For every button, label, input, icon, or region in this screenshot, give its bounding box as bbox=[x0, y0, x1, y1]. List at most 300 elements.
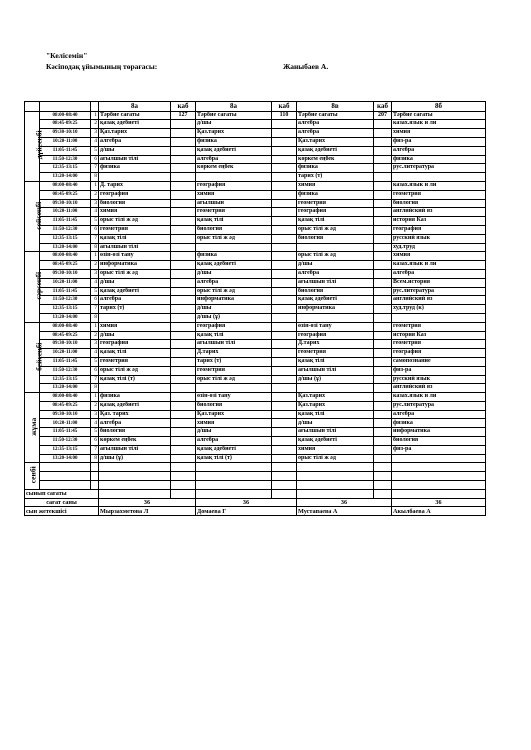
cabinet-cell bbox=[374, 234, 392, 243]
subject-cell: геометрия bbox=[196, 208, 272, 217]
subject-cell: Д. тарих bbox=[99, 181, 171, 190]
hour-count-value: 36 bbox=[392, 498, 486, 507]
subject-cell: биология bbox=[196, 401, 272, 410]
lesson-number: 1 bbox=[91, 322, 99, 331]
cabinet-cell bbox=[171, 243, 196, 252]
cabinet-cell bbox=[171, 375, 196, 384]
subject-cell: Всем.история bbox=[392, 278, 486, 287]
lesson-time: 08:45-09:25 bbox=[40, 331, 91, 340]
subject-cell: қазақ әдебиеті bbox=[99, 287, 171, 296]
cabinet-cell: 110 bbox=[272, 111, 297, 120]
subject-cell: химия bbox=[392, 252, 486, 261]
subject-cell: физ-ра bbox=[392, 137, 486, 146]
cabinet-cell bbox=[272, 164, 297, 173]
cabinet-cell bbox=[171, 190, 196, 199]
cabinet-cell bbox=[374, 190, 392, 199]
cabinet-header: каб bbox=[171, 102, 196, 112]
lesson-number: 6 bbox=[91, 155, 99, 164]
lesson-row bbox=[25, 137, 486, 146]
cabinet-cell bbox=[272, 481, 297, 490]
subject-cell: геометрия bbox=[297, 349, 374, 358]
subject-cell: д/шы (ұ) bbox=[297, 375, 374, 384]
lesson-number: 6 bbox=[91, 437, 99, 446]
lesson-row bbox=[25, 243, 486, 252]
subject-cell: худ.труд (к) bbox=[392, 305, 486, 314]
lesson-time: 10:20-11:00 bbox=[40, 278, 91, 287]
cabinet-cell bbox=[374, 322, 392, 331]
subject-cell: геометрия bbox=[297, 199, 374, 208]
subject-cell: Д.тарих bbox=[297, 340, 374, 349]
subject-cell: физика bbox=[196, 252, 272, 261]
lesson-number: 4 bbox=[91, 349, 99, 358]
cabinet-cell bbox=[272, 199, 297, 208]
lesson-number bbox=[91, 481, 99, 490]
subject-cell: Тәрбие сағаты bbox=[297, 111, 374, 120]
cabinet-cell bbox=[171, 428, 196, 437]
lesson-row bbox=[25, 313, 486, 322]
subject-cell: қазақ тілі bbox=[99, 234, 171, 243]
lesson-time: 13:20-14:00 bbox=[40, 384, 91, 393]
subject-cell: английский яз bbox=[392, 384, 486, 393]
lesson-time: 09:30-10:10 bbox=[40, 269, 91, 278]
subject-cell: химия bbox=[297, 445, 374, 454]
cabinet-cell bbox=[374, 454, 392, 463]
subject-cell: биология bbox=[99, 199, 171, 208]
cabinet-cell bbox=[171, 366, 196, 375]
subject-cell: химия bbox=[196, 419, 272, 428]
cabinet-cell bbox=[374, 410, 392, 419]
schedule-table bbox=[24, 101, 486, 516]
cabinet-cell bbox=[272, 322, 297, 331]
cabinet-cell bbox=[374, 146, 392, 155]
lesson-row bbox=[25, 305, 486, 314]
lesson-number: 2 bbox=[91, 120, 99, 129]
cabinet-cell bbox=[171, 340, 196, 349]
subject-cell: Қаз.тарих bbox=[297, 393, 374, 402]
cabinet-cell bbox=[374, 419, 392, 428]
lesson-row bbox=[25, 181, 486, 190]
day-name: дүйсенбі bbox=[34, 130, 44, 160]
lesson-time: 11:05-11:45 bbox=[40, 146, 91, 155]
day-cell bbox=[25, 393, 40, 463]
subject-cell: казах.язык и ли bbox=[392, 393, 486, 402]
lesson-row bbox=[25, 401, 486, 410]
empty-cell bbox=[99, 489, 171, 498]
lesson-row bbox=[25, 120, 486, 129]
lesson-time: 10:20-11:00 bbox=[40, 208, 91, 217]
header-blank bbox=[91, 102, 99, 112]
subject-cell: география bbox=[99, 190, 171, 199]
lesson-row bbox=[25, 217, 486, 226]
cabinet-cell bbox=[272, 278, 297, 287]
subject-cell bbox=[99, 463, 171, 472]
day-cell bbox=[25, 181, 44, 251]
empty-cell bbox=[392, 489, 486, 498]
empty-cell bbox=[297, 489, 374, 498]
cabinet-cell bbox=[171, 445, 196, 454]
cabinet-cell bbox=[374, 137, 392, 146]
cabinet-cell bbox=[171, 269, 196, 278]
subject-cell: физика bbox=[392, 155, 486, 164]
lesson-row bbox=[25, 234, 486, 243]
cabinet-cell bbox=[171, 278, 196, 287]
subject-cell: қазақ әдебиеті bbox=[196, 261, 272, 270]
subject-cell: алгебра bbox=[297, 269, 374, 278]
empty-cell bbox=[196, 489, 272, 498]
cabinet-cell bbox=[374, 428, 392, 437]
cabinet-cell bbox=[374, 349, 392, 358]
subject-cell: геометрия bbox=[196, 366, 272, 375]
subject-cell: химия bbox=[297, 181, 374, 190]
subject-cell: көркем еңбек bbox=[99, 437, 171, 446]
subject-cell: биология bbox=[392, 199, 486, 208]
cabinet-cell bbox=[374, 481, 392, 490]
subject-cell: алгебра bbox=[99, 419, 171, 428]
cabinet-cell bbox=[272, 419, 297, 428]
day-cell bbox=[25, 111, 44, 181]
subject-cell: қазақ әдебиеті bbox=[99, 120, 171, 129]
cabinet-cell bbox=[374, 375, 392, 384]
teacher-row bbox=[25, 507, 486, 516]
subject-cell: география bbox=[392, 225, 486, 234]
lesson-number: 3 bbox=[91, 129, 99, 138]
teacher-name: Мырзахметова Л bbox=[99, 507, 196, 516]
cabinet-cell bbox=[171, 129, 196, 138]
lesson-row bbox=[25, 173, 486, 182]
subject-cell: казах.язык и ли bbox=[392, 120, 486, 129]
class-hour-label: сынып сағаты bbox=[25, 489, 99, 498]
subject-cell: қазақ тілі (т) bbox=[196, 454, 272, 463]
subject-cell: өзін-өзі тану bbox=[196, 393, 272, 402]
cabinet-cell bbox=[171, 173, 196, 182]
cabinet-cell bbox=[374, 261, 392, 270]
lesson-row bbox=[25, 331, 486, 340]
subject-cell bbox=[297, 481, 374, 490]
subject-cell bbox=[196, 463, 272, 472]
day-cell bbox=[25, 322, 44, 392]
subject-cell bbox=[297, 313, 374, 322]
lesson-row bbox=[25, 190, 486, 199]
cabinet-cell bbox=[374, 393, 392, 402]
subject-cell: ағылшын тілі bbox=[99, 243, 171, 252]
cabinet-cell bbox=[272, 437, 297, 446]
cabinet-cell bbox=[374, 384, 392, 393]
day-cell bbox=[25, 252, 44, 322]
subject-cell: Д.тарих bbox=[196, 349, 272, 358]
lesson-row bbox=[25, 261, 486, 270]
cabinet-cell bbox=[171, 225, 196, 234]
subject-cell: Қаз.тарих bbox=[196, 129, 272, 138]
cabinet-cell bbox=[272, 155, 297, 164]
lesson-number: 8 bbox=[91, 384, 99, 393]
cabinet-cell bbox=[374, 217, 392, 226]
cabinet-cell bbox=[374, 313, 392, 322]
lesson-time: 08:00-08:40 bbox=[40, 393, 91, 402]
lesson-time: 12:35-13:15 bbox=[40, 234, 91, 243]
subject-cell: қазақ әдебиеті bbox=[196, 146, 272, 155]
lesson-time: 08:45-09:25 bbox=[40, 401, 91, 410]
cabinet-cell bbox=[171, 481, 196, 490]
subject-cell: ағылшын тілі bbox=[196, 340, 272, 349]
cabinet-cell bbox=[374, 331, 392, 340]
class-header: 8б bbox=[392, 102, 486, 112]
hour-count-value: 36 bbox=[297, 498, 392, 507]
subject-cell: Тәрбие сағаты bbox=[392, 111, 486, 120]
subject-cell: английский яз bbox=[392, 208, 486, 217]
lesson-number bbox=[91, 463, 99, 472]
cabinet-cell bbox=[374, 252, 392, 261]
lesson-row bbox=[25, 322, 486, 331]
subject-cell: қазақ әдебиеті bbox=[99, 401, 171, 410]
subject-cell bbox=[392, 472, 486, 481]
subject-cell: орыс тілі ж әд bbox=[297, 454, 374, 463]
cabinet-cell bbox=[272, 296, 297, 305]
lesson-row bbox=[25, 384, 486, 393]
lesson-number: 3 bbox=[91, 269, 99, 278]
cabinet-cell bbox=[171, 410, 196, 419]
subject-cell: физика bbox=[99, 393, 171, 402]
subject-cell: геометрия bbox=[392, 322, 486, 331]
subject-cell: көркем еңбек bbox=[297, 155, 374, 164]
subject-cell bbox=[99, 313, 171, 322]
cabinet-cell bbox=[171, 305, 196, 314]
cabinet-cell bbox=[171, 393, 196, 402]
lesson-time: 08:45-09:25 bbox=[40, 261, 91, 270]
cabinet-cell bbox=[171, 287, 196, 296]
subject-cell: д/шы bbox=[297, 261, 374, 270]
cabinet-cell bbox=[171, 217, 196, 226]
lesson-time: 11:05-11:45 bbox=[40, 357, 91, 366]
cabinet-cell bbox=[272, 261, 297, 270]
subject-cell bbox=[392, 481, 486, 490]
subject-cell bbox=[196, 173, 272, 182]
lesson-number: 1 bbox=[91, 393, 99, 402]
cabinet-cell bbox=[171, 120, 196, 129]
lesson-row bbox=[25, 278, 486, 287]
cabinet-cell bbox=[272, 225, 297, 234]
subject-cell: худ.труд bbox=[392, 243, 486, 252]
subject-cell: д/шы bbox=[99, 278, 171, 287]
cabinet-header: каб bbox=[272, 102, 297, 112]
subject-cell: Қаз.тарих bbox=[196, 410, 272, 419]
cabinet-cell bbox=[272, 243, 297, 252]
cabinet-cell bbox=[171, 401, 196, 410]
lesson-time: 09:30-10:10 bbox=[40, 129, 91, 138]
subject-cell: география bbox=[392, 349, 486, 358]
cabinet-cell bbox=[374, 287, 392, 296]
subject-cell: физика bbox=[297, 190, 374, 199]
hour-count-value: 36 bbox=[99, 498, 196, 507]
cabinet-cell bbox=[374, 401, 392, 410]
cabinet-cell bbox=[171, 155, 196, 164]
cabinet-cell bbox=[171, 454, 196, 463]
subject-cell: русский язык bbox=[392, 375, 486, 384]
lesson-number bbox=[91, 472, 99, 481]
cabinet-cell bbox=[272, 331, 297, 340]
lesson-time: 09:30-10:10 bbox=[40, 199, 91, 208]
subject-cell: д/шы bbox=[99, 331, 171, 340]
cabinet-cell bbox=[272, 366, 297, 375]
lesson-number: 2 bbox=[91, 401, 99, 410]
lesson-number: 1 bbox=[91, 111, 99, 120]
cabinet-cell bbox=[374, 305, 392, 314]
cabinet-cell bbox=[272, 208, 297, 217]
lesson-row bbox=[25, 155, 486, 164]
subject-cell: Қаз.тарих bbox=[99, 129, 171, 138]
lesson-row bbox=[25, 208, 486, 217]
subject-cell: орыс тілі ж әд bbox=[196, 375, 272, 384]
lesson-row bbox=[25, 419, 486, 428]
subject-cell: география bbox=[297, 331, 374, 340]
class-header: 8а bbox=[196, 102, 272, 112]
lesson-time: 08:00-08:40 bbox=[40, 252, 91, 261]
cabinet-cell bbox=[171, 437, 196, 446]
subject-cell: информатика bbox=[297, 305, 374, 314]
subject-cell bbox=[392, 463, 486, 472]
subject-cell: физика bbox=[297, 164, 374, 173]
subject-cell: д/шы bbox=[196, 428, 272, 437]
subject-cell bbox=[99, 384, 171, 393]
lesson-time: 11:05-11:45 bbox=[40, 217, 91, 226]
cabinet-cell bbox=[374, 164, 392, 173]
lesson-time: 09:30-10:10 bbox=[40, 340, 91, 349]
cabinet-cell bbox=[171, 349, 196, 358]
subject-cell: орыс тілі ж әд bbox=[99, 366, 171, 375]
subject-cell: биология bbox=[297, 234, 374, 243]
cabinet-cell bbox=[272, 313, 297, 322]
cabinet-cell bbox=[272, 181, 297, 190]
cabinet-cell bbox=[272, 217, 297, 226]
lesson-number: 7 bbox=[91, 375, 99, 384]
subject-cell: өзін-өзі тану bbox=[99, 252, 171, 261]
subject-cell: қазақ әдебиеті bbox=[196, 445, 272, 454]
subject-cell: орыс тілі ж әд bbox=[196, 287, 272, 296]
subject-cell: қазақ әдебиеті bbox=[297, 146, 374, 155]
lesson-row bbox=[25, 269, 486, 278]
lesson-number: 2 bbox=[91, 331, 99, 340]
subject-cell bbox=[196, 243, 272, 252]
lesson-time: 10:20-11:00 bbox=[40, 419, 91, 428]
subject-cell: орыс тілі ж әд bbox=[99, 217, 171, 226]
subject-cell: алгебра bbox=[196, 155, 272, 164]
cabinet-cell bbox=[171, 463, 196, 472]
subject-cell: история Каз bbox=[392, 331, 486, 340]
subject-cell bbox=[99, 472, 171, 481]
cabinet-cell bbox=[171, 181, 196, 190]
subject-cell: рус.литература bbox=[392, 401, 486, 410]
lesson-number: 5 bbox=[91, 287, 99, 296]
subject-cell: тарих (т) bbox=[196, 357, 272, 366]
lesson-number: 3 bbox=[91, 410, 99, 419]
cabinet-cell bbox=[272, 269, 297, 278]
subject-cell bbox=[297, 472, 374, 481]
cabinet-cell bbox=[171, 296, 196, 305]
lesson-row bbox=[25, 146, 486, 155]
hour-count-value: 36 bbox=[196, 498, 297, 507]
subject-cell bbox=[392, 454, 486, 463]
lesson-number: 4 bbox=[91, 208, 99, 217]
lesson-time: 13:20-14:00 bbox=[40, 454, 91, 463]
subject-cell: рус.литература bbox=[392, 164, 486, 173]
lesson-number: 8 bbox=[91, 313, 99, 322]
cabinet-cell bbox=[272, 173, 297, 182]
cabinet-cell bbox=[272, 349, 297, 358]
cabinet-cell bbox=[374, 296, 392, 305]
cabinet-cell bbox=[171, 137, 196, 146]
cabinet-cell bbox=[374, 155, 392, 164]
subject-cell: д/шы bbox=[196, 269, 272, 278]
lesson-number: 6 bbox=[91, 366, 99, 375]
lesson-time: 11:50-12:30 bbox=[40, 366, 91, 375]
lesson-time bbox=[40, 472, 91, 481]
subject-cell: химия bbox=[392, 129, 486, 138]
subject-cell: орыс тілі ж әд bbox=[297, 252, 374, 261]
cabinet-cell bbox=[272, 454, 297, 463]
cabinet-cell bbox=[374, 129, 392, 138]
subject-cell: английский яз bbox=[392, 296, 486, 305]
subject-cell: д/шы bbox=[297, 419, 374, 428]
lesson-time: 08:00-08:40 bbox=[40, 322, 91, 331]
subject-cell: алгебра bbox=[392, 410, 486, 419]
subject-cell: орыс тілі ж әд bbox=[99, 269, 171, 278]
lesson-row bbox=[25, 252, 486, 261]
cabinet-cell bbox=[272, 146, 297, 155]
subject-cell: Тәрбие сағаты bbox=[196, 111, 272, 120]
subject-cell bbox=[99, 173, 171, 182]
lesson-row bbox=[25, 463, 486, 472]
subject-cell: қазақ әдебиеті bbox=[297, 437, 374, 446]
subject-cell: информатика bbox=[99, 261, 171, 270]
lesson-time: 13:20-14:00 bbox=[40, 313, 91, 322]
lesson-row bbox=[25, 340, 486, 349]
lesson-number: 6 bbox=[91, 225, 99, 234]
cabinet-cell bbox=[171, 261, 196, 270]
subject-cell: алгебра bbox=[196, 437, 272, 446]
lesson-time bbox=[40, 463, 91, 472]
cabinet-cell bbox=[272, 120, 297, 129]
lesson-time: 12:35-13:15 bbox=[40, 375, 91, 384]
cabinet-cell bbox=[171, 252, 196, 261]
cabinet-cell bbox=[272, 428, 297, 437]
subject-cell: алгебра bbox=[196, 278, 272, 287]
cabinet-cell bbox=[171, 472, 196, 481]
lesson-row bbox=[25, 129, 486, 138]
cabinet-cell bbox=[374, 463, 392, 472]
subject-cell: д/шы bbox=[196, 120, 272, 129]
subject-cell: д/шы (ұ) bbox=[196, 313, 272, 322]
teacher-name: Акылбаева А bbox=[392, 507, 486, 516]
chair-label: Кәсіподақ ұйымының төрағасы: bbox=[46, 62, 158, 71]
cabinet-cell bbox=[374, 120, 392, 129]
class-header: 8в bbox=[297, 102, 374, 112]
subject-cell: ағылшын тілі bbox=[99, 155, 171, 164]
hour-count-row bbox=[25, 498, 486, 507]
subject-cell: казах.язык и ли bbox=[392, 261, 486, 270]
cabinet-cell bbox=[171, 146, 196, 155]
day-name: бейсенбі bbox=[34, 342, 44, 371]
lesson-number: 7 bbox=[91, 164, 99, 173]
lesson-time: 11:50-12:30 bbox=[40, 155, 91, 164]
subject-cell: өзін-өзі тану bbox=[297, 322, 374, 331]
cabinet-cell bbox=[171, 313, 196, 322]
subject-cell: алгебра bbox=[297, 120, 374, 129]
lesson-number: 4 bbox=[91, 419, 99, 428]
subject-cell: орыс тілі ж әд bbox=[196, 234, 272, 243]
subject-cell: алгебра bbox=[392, 146, 486, 155]
subject-cell: информатика bbox=[196, 296, 272, 305]
cabinet-cell bbox=[272, 384, 297, 393]
empty-cell bbox=[171, 489, 196, 498]
